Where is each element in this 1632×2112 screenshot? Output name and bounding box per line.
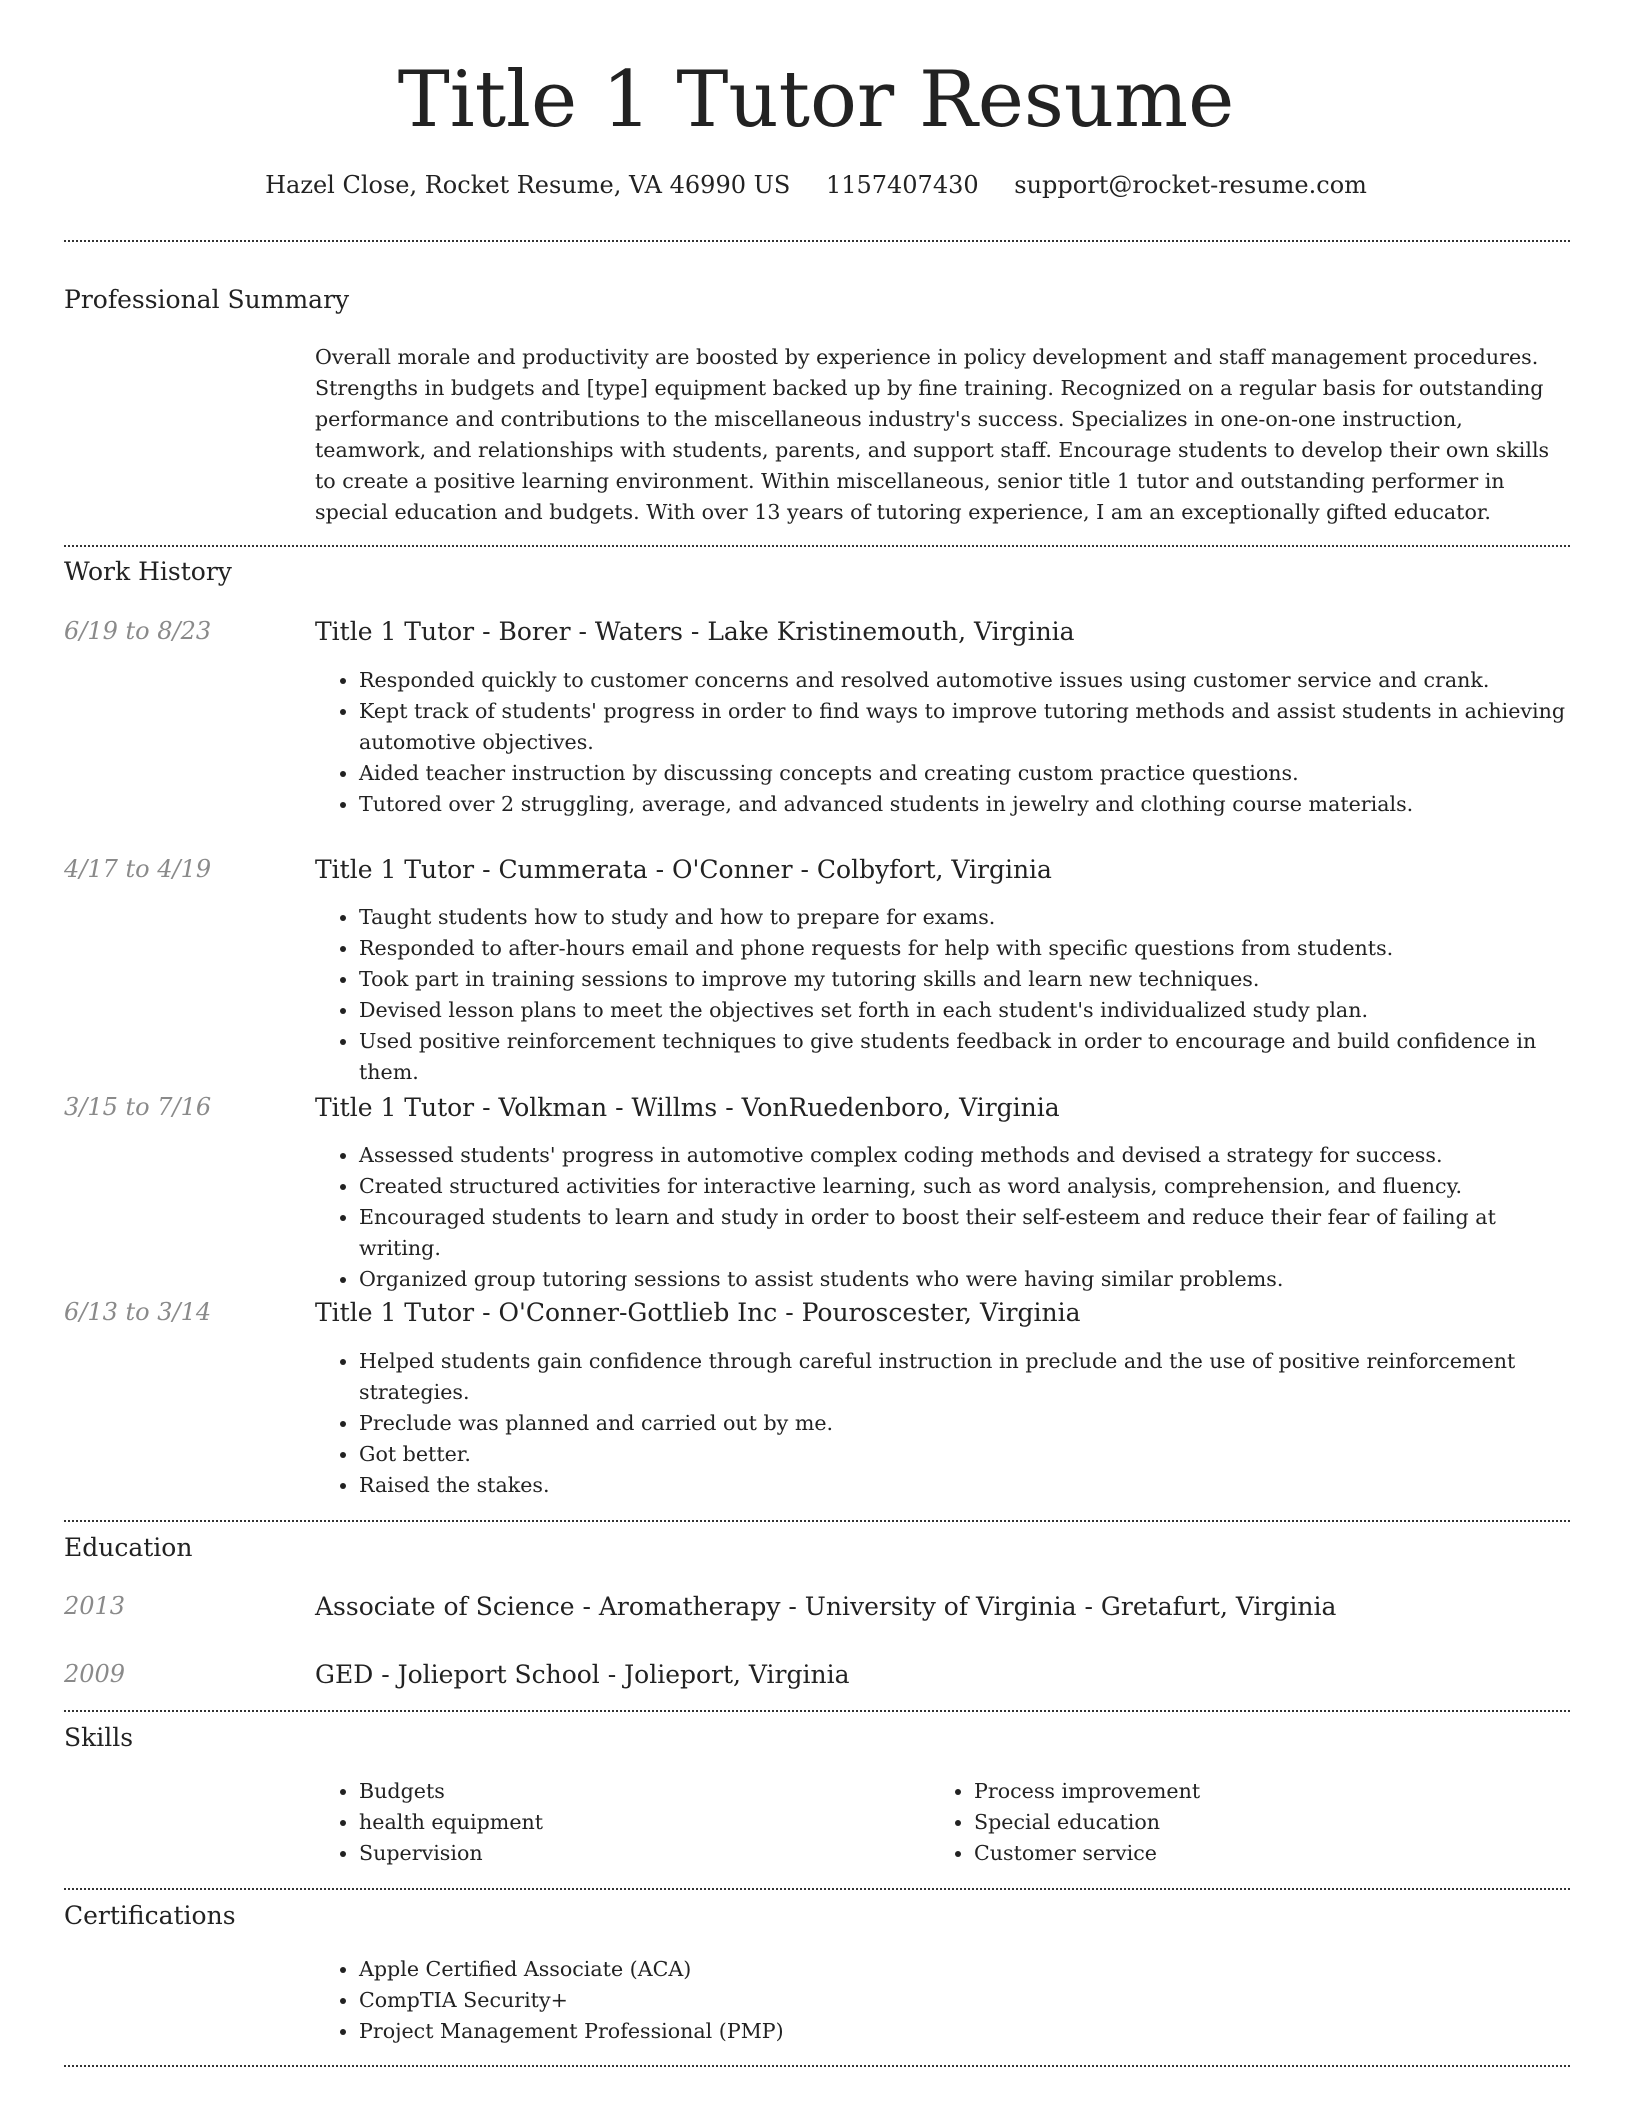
skills-list-right (930, 1776, 1546, 1869)
job-bullet: • Responded to after-hours email and phone requests for help with specific questions from students. (359, 933, 1570, 964)
job-bullet: • Encouraged students to learn and study in order to boost their self-esteem and reduce their fear of failing at writing. (359, 1202, 1570, 1264)
job-bullets (315, 902, 1570, 1088)
job-bullet: • Taught students how to study and how to prepare for exams. (359, 902, 1570, 933)
skill-item: • health equipment (359, 1807, 931, 1838)
job-bullet: • Created structured activities for interactive learning, such as word analysis, comprehension, and fluency. (359, 1171, 1570, 1202)
job-dates: 6/13 to 3/14 (64, 1298, 212, 1326)
job-bullet: • Organized group tutoring sessions to assist students who were having similar problems. (359, 1264, 1570, 1295)
job-title: Title 1 Tutor - Volkman - Willms - VonRuedenboro, Virginia (315, 1093, 1060, 1122)
summary-text: Overall morale and productivity are boosted by experience in policy development and staff management procedures. Strengths in budgets and [type] equipment backed up by fine training. Recognized on a regular basis for outstanding performance and contributions to the miscellaneous industry's success. Specializes in one-on-one instruction, teamwork, and relationships with students, parents, and support staff. Encourage students to develop their own skills to create a positive learning environment. Within miscellaneous, senior title 1 tutor and outstanding performer in special education and budgets. With over 13 years of tutoring experience, I am an exceptionally gifted educator. (315, 345, 1550, 524)
skill-item: • Process improvement (974, 1776, 1546, 1807)
job-bullet: • Responded quickly to customer concerns and resolved automotive issues using customer service and crank. (359, 665, 1570, 696)
job-bullets (315, 665, 1570, 820)
contact-line (0, 170, 1632, 200)
job-bullet: • Devised lesson plans to meet the objectives set forth in each student's individualized study plan. (359, 995, 1570, 1026)
education-year: 2009 (64, 1660, 126, 1688)
contact-email: support@rocket-resume.com (1014, 171, 1367, 199)
job-title: Title 1 Tutor - O'Conner-Gottlieb Inc - Pouroscester, Virginia (315, 1298, 1081, 1327)
job-bullet: • Assessed students' progress in automotive complex coding methods and devised a strategy for success. (359, 1140, 1570, 1171)
certifications-list (315, 1954, 1570, 2047)
job-bullet: • Helped students gain confidence through careful instruction in preclude and the use of positive reinforcement strategies. (359, 1346, 1570, 1408)
job-dates: 6/19 to 8/23 (64, 617, 212, 645)
section-heading-summary: Professional Summary (64, 285, 350, 314)
divider (64, 545, 1570, 547)
job-bullet: • Took part in training sessions to improve my tutoring skills and learn new techniques. (359, 964, 1570, 995)
divider (64, 1710, 1570, 1712)
certification-item: • CompTIA Security+ (359, 1985, 1570, 2016)
divider (64, 240, 1570, 242)
divider (64, 2065, 1570, 2067)
job-bullets (315, 1140, 1570, 1295)
job-bullet: • Tutored over 2 struggling, average, and advanced students in jewelry and clothing course materials. (359, 789, 1570, 820)
education-entry: GED - Jolieport School - Jolieport, Virginia (315, 1660, 850, 1689)
job-bullet: • Preclude was planned and carried out by me. (359, 1408, 1570, 1439)
skill-item: • Supervision (359, 1838, 931, 1869)
job-dates: 4/17 to 4/19 (64, 855, 212, 883)
page-title: Title 1 Tutor Resume (397, 55, 1235, 145)
job-bullets (315, 1346, 1570, 1501)
section-heading-certifications: Certifications (64, 1901, 236, 1930)
job-bullet: • Kept track of students' progress in order to find ways to improve tutoring methods and assist students in achieving automotive objectives. (359, 696, 1570, 758)
section-heading-work-history: Work History (64, 557, 232, 586)
contact-phone: 1157407430 (825, 171, 979, 199)
job-title: Title 1 Tutor - Cummerata - O'Conner - Colbyfort, Virginia (315, 855, 1052, 884)
contact-address: Hazel Close, Rocket Resume, VA 46990 US (265, 171, 791, 199)
education-entry: Associate of Science - Aromatherapy - University of Virginia - Gretafurt, Virginia (315, 1592, 1337, 1621)
job-bullet: • Got better. (359, 1439, 1570, 1470)
section-heading-education: Education (64, 1533, 193, 1562)
certification-item: • Project Management Professional (PMP) (359, 2016, 1570, 2047)
skills-list-left (315, 1776, 931, 1869)
job-bullet: • Raised the stakes. (359, 1470, 1570, 1501)
skill-item: • Special education (974, 1807, 1546, 1838)
skill-item: • Customer service (974, 1838, 1546, 1869)
job-dates: 3/15 to 7/16 (64, 1093, 212, 1121)
divider (64, 1888, 1570, 1890)
education-year: 2013 (64, 1592, 126, 1620)
certification-item: • Apple Certified Associate (ACA) (359, 1954, 1570, 1985)
skill-item: • Budgets (359, 1776, 931, 1807)
job-title: Title 1 Tutor - Borer - Waters - Lake Kristinemouth, Virginia (315, 617, 1075, 646)
divider (64, 1520, 1570, 1522)
job-bullet: • Aided teacher instruction by discussing concepts and creating custom practice questions. (359, 758, 1570, 789)
job-bullet: • Used positive reinforcement techniques to give students feedback in order to encourage and build confidence in them. (359, 1026, 1570, 1088)
section-heading-skills: Skills (64, 1723, 134, 1752)
